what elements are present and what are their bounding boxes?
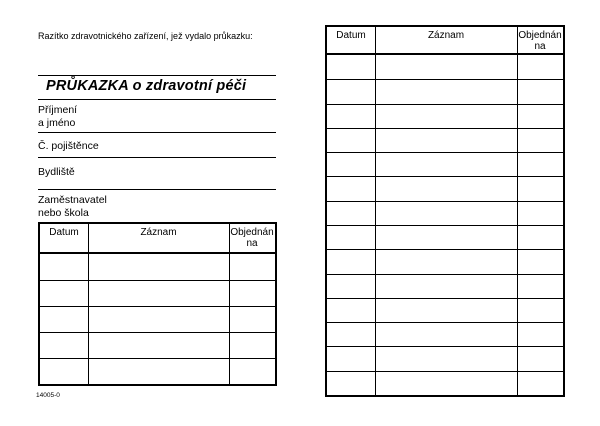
table-row	[327, 128, 563, 152]
field-underline	[38, 157, 276, 158]
date-cell[interactable]	[40, 254, 88, 280]
row-divider	[40, 358, 275, 359]
surname-name-field[interactable]	[38, 104, 77, 129]
date-cell[interactable]	[327, 225, 375, 249]
column-header-record: Záznam	[140, 227, 177, 238]
record-cell[interactable]	[375, 249, 517, 273]
record-cell[interactable]	[375, 274, 517, 298]
surname-name-label-line2: a jméno	[38, 116, 76, 129]
column-header-appointment: Objednán na	[230, 227, 274, 249]
row-divider	[327, 322, 563, 323]
insurance-number-field[interactable]	[38, 140, 99, 153]
divider-line	[38, 99, 276, 100]
record-cell[interactable]	[375, 104, 517, 128]
record-cell[interactable]	[375, 225, 517, 249]
date-cell[interactable]	[327, 176, 375, 200]
divider-line	[38, 75, 276, 76]
record-cell[interactable]	[375, 79, 517, 103]
card-title: PRŮKAZKA o zdravotní péči	[46, 78, 247, 94]
appointment-cell[interactable]	[517, 225, 565, 249]
date-cell[interactable]	[327, 152, 375, 176]
table-row	[327, 152, 563, 176]
table-row	[327, 274, 563, 298]
record-cell[interactable]	[375, 152, 517, 176]
residence-label: Bydliště	[38, 166, 75, 178]
appointment-cell[interactable]	[517, 201, 565, 225]
date-cell[interactable]	[40, 306, 88, 332]
table-row	[327, 104, 563, 128]
appointment-cell[interactable]	[517, 346, 565, 370]
table-header	[327, 27, 563, 55]
row-divider	[327, 104, 563, 105]
appointment-cell[interactable]	[517, 274, 565, 298]
surname-name-label-line1: Příjmení	[38, 104, 78, 116]
appointment-cell[interactable]	[229, 332, 275, 358]
table-row	[327, 298, 563, 322]
table-row	[327, 346, 563, 370]
table-body	[40, 254, 275, 384]
record-cell[interactable]	[88, 306, 229, 332]
date-cell[interactable]	[327, 298, 375, 322]
field-underline	[38, 132, 276, 133]
date-cell[interactable]	[327, 104, 375, 128]
table-row	[327, 79, 563, 103]
date-cell[interactable]	[40, 332, 88, 358]
record-cell[interactable]	[375, 201, 517, 225]
record-cell[interactable]	[375, 371, 517, 395]
appointment-cell[interactable]	[517, 371, 565, 395]
row-divider	[327, 274, 563, 275]
table-row	[40, 358, 275, 384]
appointment-cell[interactable]	[517, 104, 565, 128]
row-divider	[327, 346, 563, 347]
appointment-cell[interactable]	[517, 128, 565, 152]
row-divider	[327, 152, 563, 153]
row-divider	[327, 176, 563, 177]
table-header	[40, 224, 275, 254]
date-cell[interactable]	[327, 274, 375, 298]
appointment-cell[interactable]	[229, 280, 275, 306]
row-divider	[40, 306, 275, 307]
date-cell[interactable]	[327, 79, 375, 103]
column-header-appointment: Objednán na	[518, 30, 562, 52]
date-cell[interactable]	[327, 322, 375, 346]
residence-field[interactable]	[38, 166, 75, 179]
appointment-cell[interactable]	[517, 55, 565, 79]
record-cell[interactable]	[88, 280, 229, 306]
row-divider	[327, 298, 563, 299]
records-table-large	[325, 25, 565, 397]
date-cell[interactable]	[327, 346, 375, 370]
record-cell[interactable]	[375, 298, 517, 322]
appointment-cell[interactable]	[229, 306, 275, 332]
record-cell[interactable]	[375, 128, 517, 152]
appointment-cell[interactable]	[517, 176, 565, 200]
appointment-cell[interactable]	[517, 79, 565, 103]
table-row	[327, 249, 563, 273]
table-row	[327, 201, 563, 225]
insurance-number-label: Č. pojištěnce	[38, 140, 99, 152]
employer-school-field[interactable]	[38, 194, 107, 219]
record-cell[interactable]	[375, 55, 517, 79]
row-divider	[327, 79, 563, 80]
row-divider	[40, 332, 275, 333]
record-cell[interactable]	[88, 332, 229, 358]
date-cell[interactable]	[327, 249, 375, 273]
employer-school-label-line1: Zaměstnavatel	[38, 194, 107, 206]
table-row	[327, 176, 563, 200]
date-cell[interactable]	[40, 358, 88, 384]
record-cell[interactable]	[375, 322, 517, 346]
table-row	[327, 322, 563, 346]
row-divider	[327, 249, 563, 250]
row-divider	[327, 225, 563, 226]
record-cell[interactable]	[88, 254, 229, 280]
date-cell[interactable]	[327, 201, 375, 225]
appointment-cell[interactable]	[517, 322, 565, 346]
form-code: 14005-0	[36, 392, 60, 399]
record-cell[interactable]	[88, 358, 229, 384]
date-cell[interactable]	[327, 371, 375, 395]
issuer-stamp-label: Razítko zdravotnického zařízení, jež vydalo průkazku:	[38, 31, 253, 41]
table-row	[40, 254, 275, 280]
row-divider	[40, 280, 275, 281]
table-row	[327, 371, 563, 395]
column-header-date: Datum	[49, 227, 79, 238]
row-divider	[327, 128, 563, 129]
appointment-cell[interactable]	[517, 152, 565, 176]
appointment-cell[interactable]	[229, 358, 275, 384]
appointment-cell[interactable]	[517, 249, 565, 273]
table-row	[327, 225, 563, 249]
date-cell[interactable]	[40, 280, 88, 306]
field-underline	[38, 189, 276, 190]
record-cell[interactable]	[375, 346, 517, 370]
employer-school-label-line2: nebo škola	[38, 206, 89, 219]
table-row	[40, 306, 275, 332]
row-divider	[327, 201, 563, 202]
appointment-cell[interactable]	[229, 254, 275, 280]
appointment-cell[interactable]	[517, 298, 565, 322]
records-table-small	[38, 222, 277, 386]
date-cell[interactable]	[327, 55, 375, 79]
table-body	[327, 55, 563, 395]
table-row	[327, 55, 563, 79]
table-row	[40, 332, 275, 358]
column-header-record: Záznam	[427, 30, 465, 41]
row-divider	[327, 371, 563, 372]
table-row	[40, 280, 275, 306]
date-cell[interactable]	[327, 128, 375, 152]
record-cell[interactable]	[375, 176, 517, 200]
column-header-date: Datum	[336, 30, 366, 41]
